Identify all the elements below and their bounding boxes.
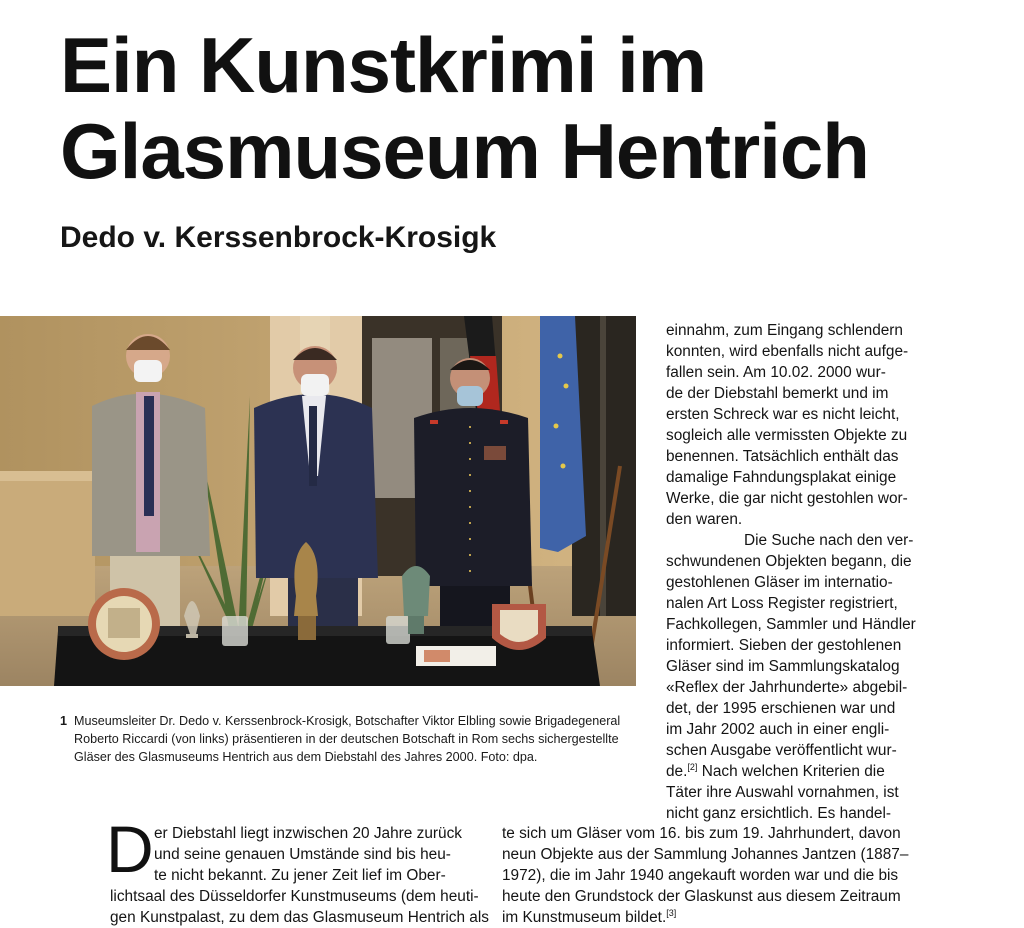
body-line: nalen Art Loss Register registriert, (666, 595, 898, 612)
caption-line: Gläser des Glasmuseums Hentrich aus dem Diebstahl des Jahres 2000. Foto: dpa. (74, 750, 538, 764)
body-line: nicht ganz ersichtlich. Es handel- (666, 805, 891, 822)
title-line-2: Glasmuseum Hentrich (60, 107, 869, 195)
body-line: im Jahr 2002 auch in einer engli- (666, 721, 890, 738)
footnote-ref: [2] (687, 762, 698, 772)
body-line: sogleich alle vermissten Objekte zu (666, 427, 908, 444)
body-line: schen Ausgabe veröffentlicht wur- (666, 742, 897, 759)
body-line-with-footnote (666, 761, 885, 782)
body-line: te sich um Gläser vom 16. bis zum 19. Jahrhundert, davon (502, 825, 901, 842)
body-line: Täter ihre Auswahl vornahmen, ist (666, 784, 899, 801)
caption-line: Museumsleiter Dr. Dedo v. Kerssenbrock-Krosigk, Botschafter Viktor Elbling sowie Brigadegeneral (74, 714, 621, 728)
article-title (60, 22, 869, 194)
body-line: heute den Grundstock der Glaskunst aus diesem Zeitraum (502, 888, 901, 905)
body-line: de der Diebstahl bemerkt und im (666, 385, 889, 402)
body-line: den waren. (666, 511, 743, 528)
body-line: 1972), die im Jahr 1940 angekauft worden war und die bis (502, 867, 899, 884)
body-line: er Diebstahl liegt inzwischen 20 Jahre zurück (154, 825, 462, 842)
body-line: neun Objekte aus der Sammlung Johannes Jantzen (1887– (502, 846, 909, 863)
body-line: ersten Schreck war es nicht leicht, (666, 406, 900, 423)
body-line: gen Kunstpalast, zu dem das Glasmuseum Hentrich als (110, 909, 489, 926)
body-line: einnahm, zum Eingang schlendern (666, 322, 903, 339)
caption-line: Roberto Riccardi (von links) präsentieren in der deutschen Botschaft in Rom sechs sichergestellte (74, 732, 619, 746)
body-line: Gläser sind im Sammlungskatalog (666, 658, 900, 675)
body-line: schwundenen Objekten begann, die (666, 553, 912, 570)
body-line: konnten, wird ebenfalls nicht aufge- (666, 343, 909, 360)
body-text: de. (666, 763, 688, 780)
title-line-1: Ein Kunstkrimi im (60, 21, 707, 109)
body-line: fallen sein. Am 10.02. 2000 wur- (666, 364, 886, 381)
body-line: und seine genauen Umstände sind bis heu- (154, 846, 451, 863)
body-text: Nach welchen Kriterien die (701, 763, 885, 780)
body-column-left (110, 823, 490, 926)
figure-photo (0, 316, 636, 686)
body-line-with-footnote (502, 907, 676, 928)
body-line: gestohlenen Gläser im internatio- (666, 574, 893, 591)
footnote-ref: [3] (666, 908, 677, 918)
article-author: Dedo v. Kerssenbrock-Krosigk (60, 221, 497, 254)
body-line: «Reflex der Jahrhunderte» abgebil- (666, 679, 908, 696)
body-line: benennen. Tatsächlich enthält das (666, 448, 899, 465)
body-line: Fachkollegen, Sammler und Händler (666, 616, 916, 633)
figure-number: 1 (60, 714, 68, 728)
body-line: te nicht bekannt. Zu jener Zeit lief im Ober- (154, 867, 446, 884)
body-text: im Kunstmuseum bildet. (502, 909, 667, 926)
body-column-middle (502, 823, 942, 926)
drop-cap: D (106, 812, 154, 886)
body-line-indented: Die Suche nach den ver- (744, 532, 914, 549)
body-line: damalige Fahndungsplakat einige (666, 469, 897, 486)
body-line: lichtsaal des Düsseldorfer Kunstmuseums (dem heuti- (110, 888, 479, 905)
body-line: Werke, die gar nicht gestohlen wor- (666, 490, 908, 507)
body-line: informiert. Sieben der gestohlenen (666, 637, 902, 654)
body-line: det, der 1995 erschienen war und (666, 700, 896, 717)
